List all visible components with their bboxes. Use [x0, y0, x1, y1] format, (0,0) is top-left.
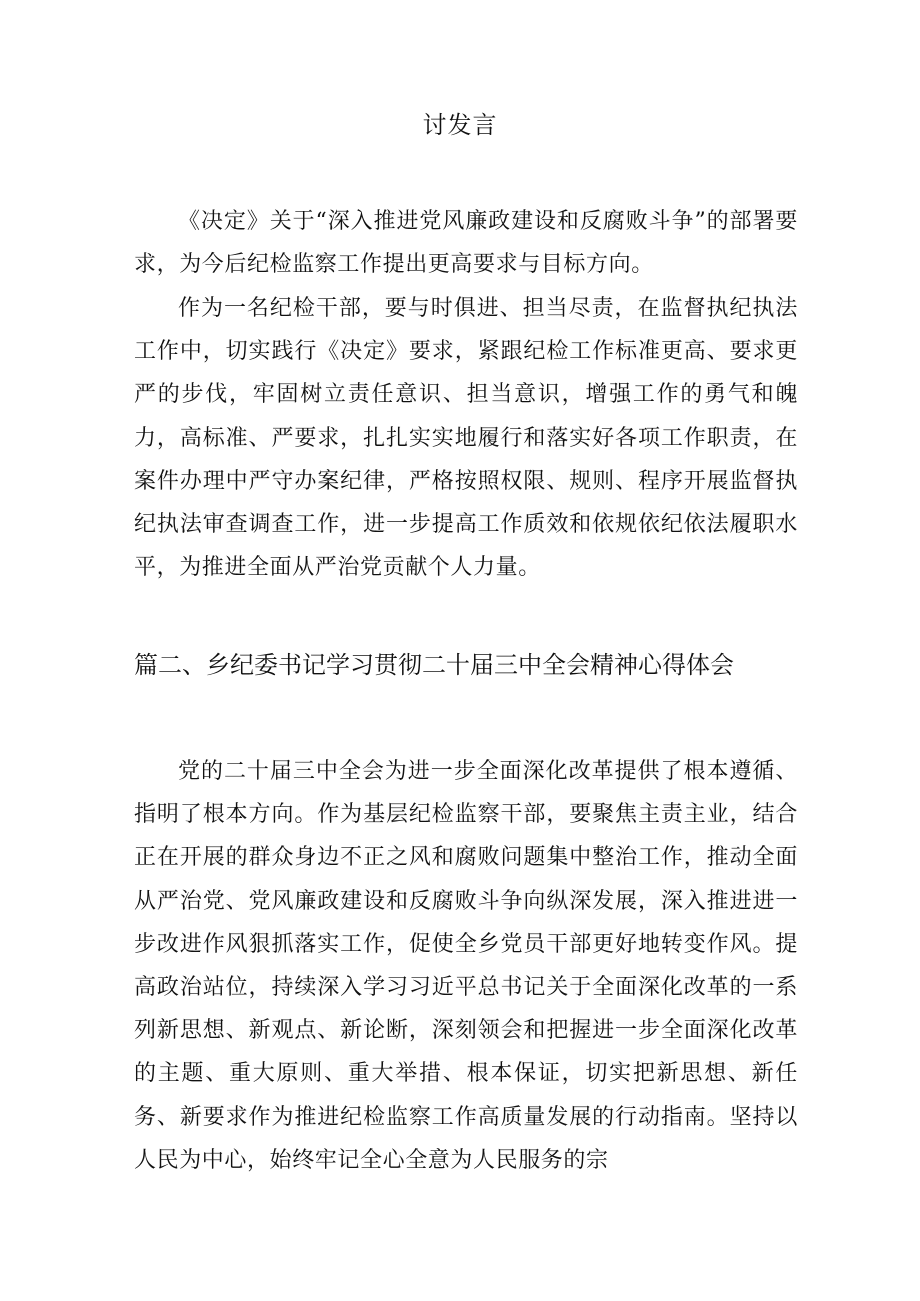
paragraph-cadre-duties: 作为一名纪检干部，要与时俱进、担当尽责，在监督执纪执法工作中，切实践行《决定》要求，紧跟纪检工作标准更高、要求更严的步伐，牢固树立责任意识、担当意识，增强工作的勇气和魄力，高标准、严要求，扎扎实实地履行和落实好各项工作职责，在案件办理中严守办案纪律，严格按照权限、规则、程序开展监督执纪执法审查调查工作，进一步提高工作质效和依规依纪依法履职水平，为推进全面从严治党贡献个人力量。: [134, 296, 798, 581]
paragraph-plenum-reform: 党的二十届三中全会为进一步全面深化改革提供了根本遵循、指明了根本方向。作为基层纪检监察干部，要聚焦主责主业，结合正在开展的群众身边不正之风和腐败问题集中整治工作，推动全面从严治党、党风廉政建设和反腐败斗争向纵深发展，深入推进进一步改进作风狠抓落实工作，促使全乡党员干部更好地转变作风。提高政治站位，持续深入学习习近平总书记关于全面深化改革的一系列新思想、新观点、新论断，深刻领会和把握进一步全面深化改革的主题、重大原则、重大举措、根本保证，切实把新思想、新任务、新要求作为推进纪检监察工作高质量发展的行动指南。坚持以人民为中心，始终牢记全心全意为人民服务的宗: [134, 759, 798, 1173]
paragraph-decision-requirements: 《决定》关于“深入推进党风廉政建设和反腐败斗争”的部署要求，为今后纪检监察工作提出更高要求与目标方向。: [134, 209, 798, 278]
section-heading: 篇二、乡纪委书记学习贯彻二十届三中全会精神心得体会: [134, 651, 734, 679]
document-title: 讨发言: [422, 111, 498, 139]
